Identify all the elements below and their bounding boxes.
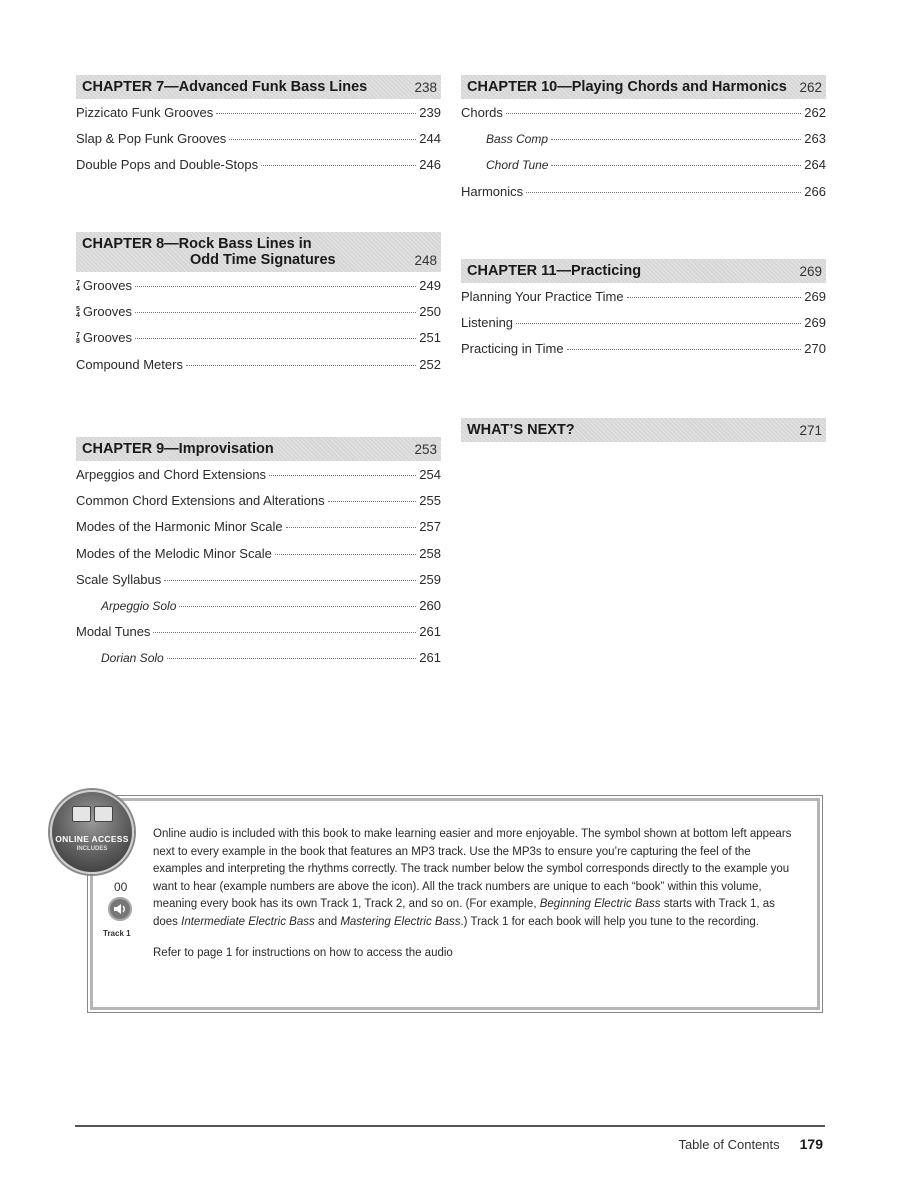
chapter-8-heading — [76, 232, 441, 272]
chapter-page: 271 — [799, 423, 822, 438]
dot-leader — [135, 338, 416, 339]
toc-entry — [76, 357, 441, 383]
entry-page: 261 — [419, 624, 441, 640]
entry-title: Scale Syllabus — [76, 571, 162, 587]
entry-title: Listening — [461, 315, 514, 331]
time-signature — [76, 281, 80, 293]
toc-entry — [76, 546, 441, 572]
screen-icon — [94, 806, 113, 822]
chapter-7-heading — [76, 75, 441, 99]
screen-icon — [72, 806, 91, 822]
chapter-9-heading — [76, 437, 441, 461]
dot-leader — [135, 312, 416, 313]
entry-title: Harmonics — [461, 183, 524, 199]
online-audio-notice — [90, 798, 820, 1010]
toc-entry — [76, 105, 441, 131]
dot-leader — [164, 580, 416, 581]
dot-leader — [167, 658, 417, 659]
entry-title: Compound Meters — [76, 356, 183, 372]
notice-text — [153, 826, 801, 962]
time-signature — [76, 307, 80, 319]
entry-title: Chord Tune — [486, 158, 549, 173]
entry-page: 269 — [804, 315, 826, 331]
dot-leader — [153, 632, 416, 633]
toc-entry — [76, 157, 441, 183]
dot-leader — [526, 192, 801, 193]
entry-page: 259 — [419, 571, 441, 587]
entry-title: Bass Comp — [486, 132, 549, 147]
toc-subentry — [461, 157, 826, 183]
entry-title: Grooves — [82, 304, 133, 320]
chapter-10-heading — [461, 75, 826, 99]
device-icons — [72, 806, 113, 822]
entry-page: 262 — [804, 105, 826, 120]
dot-leader — [135, 286, 416, 287]
toc-entry — [76, 131, 441, 157]
toc-subentry — [76, 598, 441, 624]
toc-entry — [461, 289, 826, 315]
entry-page: 254 — [419, 467, 441, 482]
dot-leader — [551, 165, 801, 166]
entry-page: 251 — [419, 330, 441, 346]
sig-bottom: 4 — [76, 285, 80, 293]
dot-leader — [269, 475, 416, 476]
toc-subentry — [461, 131, 826, 157]
toc-entry — [76, 493, 441, 519]
time-signature — [76, 333, 80, 345]
sig-bottom: 4 — [76, 311, 80, 319]
notice-paragraph-2: Refer to page 1 for instructions on how to access the audio — [153, 946, 453, 959]
dot-leader — [627, 297, 802, 298]
chapter-page: 253 — [414, 442, 437, 457]
entry-page: 246 — [419, 157, 441, 173]
book-title-beginning: Beginning Electric Bass — [539, 898, 661, 911]
online-access-badge-icon — [50, 790, 134, 874]
sig-top: 5 — [76, 305, 80, 313]
entry-title-wrap — [76, 304, 132, 319]
entry-title: Common Chord Extensions and Alterations — [76, 493, 325, 509]
entry-title: Grooves — [82, 278, 133, 293]
toc-entry — [461, 315, 826, 341]
dot-leader — [506, 113, 801, 114]
entry-page: 244 — [419, 131, 441, 147]
chapter-title-line1: CHAPTER 8—Rock Bass Lines in — [82, 236, 312, 252]
notice-text-run: .) Track 1 for each book will help you tune to the recording. — [460, 915, 759, 928]
dot-leader — [186, 365, 416, 366]
entry-page: 239 — [419, 105, 441, 120]
entry-page: 264 — [804, 157, 826, 173]
notice-text-run: starts with Track 1, as does — [153, 898, 775, 928]
footer-label: Table of Contents — [678, 1137, 780, 1152]
entry-page: 258 — [419, 545, 441, 561]
entry-title: Dorian Solo — [101, 651, 164, 666]
toc-entry — [76, 304, 441, 330]
toc-entry — [76, 278, 441, 304]
whats-next-heading — [461, 418, 826, 442]
toc-entry — [461, 105, 826, 131]
notice-text-run: Online audio is included with this book to make learning easier and more enjoyable. The symbol shown at bottom left appears next to every example in the book that features an MP3 track. Use the MP3s to ensure you’re capturing the feel of the examples and interpreting the rhythms correctly. The track number below the symbol corresponds directly to the example you want to hear (example numbers are above the icon). All the track numbers are unique to each “book” within this volume, meaning every book has its own Track 1, Track 2, and so on. (For example, — [153, 828, 792, 911]
entry-page: 261 — [419, 650, 441, 666]
toc-entry — [76, 572, 441, 598]
toc-subentry — [76, 650, 441, 676]
entry-page: 257 — [419, 519, 441, 535]
toc-right-column — [461, 75, 826, 210]
chapter-title: CHAPTER 11—Practicing — [467, 263, 642, 279]
chapter-title-line2: Odd Time Signatures — [190, 252, 336, 268]
entry-title: Pizzicato Funk Grooves — [76, 105, 214, 120]
dot-leader — [551, 139, 801, 140]
entry-title-wrap — [76, 278, 132, 293]
chapter-page: 269 — [799, 264, 822, 279]
dot-leader — [286, 527, 417, 528]
chapter-title: CHAPTER 7—Advanced Funk Bass Lines — [82, 79, 368, 95]
toc-right-column-next — [461, 418, 826, 448]
example-number: 00 — [114, 880, 128, 894]
dot-leader — [567, 349, 802, 350]
entry-page: 270 — [804, 341, 826, 357]
book-title-mastering: Mastering Electric Bass — [340, 915, 461, 928]
chapter-11-heading — [461, 259, 826, 283]
entry-page: 252 — [419, 356, 441, 372]
chapter-page: 262 — [799, 80, 822, 95]
entry-title: Modal Tunes — [76, 624, 151, 640]
track-label: Track 1 — [103, 929, 131, 938]
toc-entry — [76, 330, 441, 356]
chapter-page: 238 — [414, 80, 437, 95]
sig-top: 7 — [76, 331, 80, 339]
dot-leader — [179, 606, 416, 607]
book-title-intermediate: Intermediate Electric Bass — [181, 915, 315, 928]
dot-leader — [216, 113, 416, 114]
entry-title: Planning Your Practice Time — [461, 289, 624, 304]
entry-title: Arpeggio Solo — [101, 598, 177, 613]
speaker-icon — [108, 897, 132, 921]
entry-page: 250 — [419, 304, 441, 320]
toc-left-column — [76, 75, 441, 184]
toc-entry — [76, 467, 441, 493]
entry-title: Practicing in Time — [461, 341, 564, 357]
entry-page: 269 — [804, 289, 826, 304]
chapter-title: CHAPTER 9—Improvisation — [82, 441, 274, 457]
dot-leader — [516, 323, 801, 324]
entry-title: Slap & Pop Funk Grooves — [76, 131, 227, 147]
entry-page: 266 — [804, 183, 826, 199]
toc-entry — [76, 519, 441, 545]
notice-paragraph-1 — [153, 826, 801, 932]
entry-title: Modes of the Melodic Minor Scale — [76, 545, 272, 561]
dot-leader — [261, 165, 416, 166]
entry-page: 260 — [419, 597, 441, 613]
chapter-title: CHAPTER 10—Playing Chords and Harmonics — [467, 79, 787, 95]
dot-leader — [275, 554, 416, 555]
page-number: 179 — [799, 1136, 823, 1152]
toc-entry — [461, 341, 826, 367]
toc-right-column-ch11 — [461, 259, 826, 368]
notice-text-run: and — [314, 915, 341, 928]
entry-title: Modes of the Harmonic Minor Scale — [76, 519, 283, 535]
entry-title: Chords — [461, 105, 503, 120]
entry-title: Grooves — [82, 330, 133, 346]
badge-sublabel: INCLUDES — [76, 846, 108, 852]
entry-title: Double Pops and Double-Stops — [76, 157, 259, 173]
toc-entry — [76, 624, 441, 650]
chapter-page: 248 — [414, 253, 437, 268]
chapter-title: WHAT’S NEXT? — [467, 422, 575, 438]
toc-left-column-ch9 — [76, 437, 441, 677]
sig-bottom: 8 — [76, 337, 80, 345]
entry-page: 263 — [804, 131, 826, 147]
dot-leader — [328, 501, 417, 502]
page-footer — [678, 1136, 823, 1152]
toc-left-column-ch8 — [76, 232, 441, 383]
entry-page: 255 — [419, 493, 441, 509]
entry-page: 249 — [419, 278, 441, 293]
footer-rule — [75, 1125, 825, 1127]
badge-label: ONLINE ACCESS — [55, 834, 129, 844]
dot-leader — [229, 139, 416, 140]
entry-title: Arpeggios and Chord Extensions — [76, 467, 267, 482]
toc-entry — [461, 184, 826, 210]
sig-top: 7 — [76, 279, 80, 287]
entry-title-wrap — [76, 330, 132, 345]
